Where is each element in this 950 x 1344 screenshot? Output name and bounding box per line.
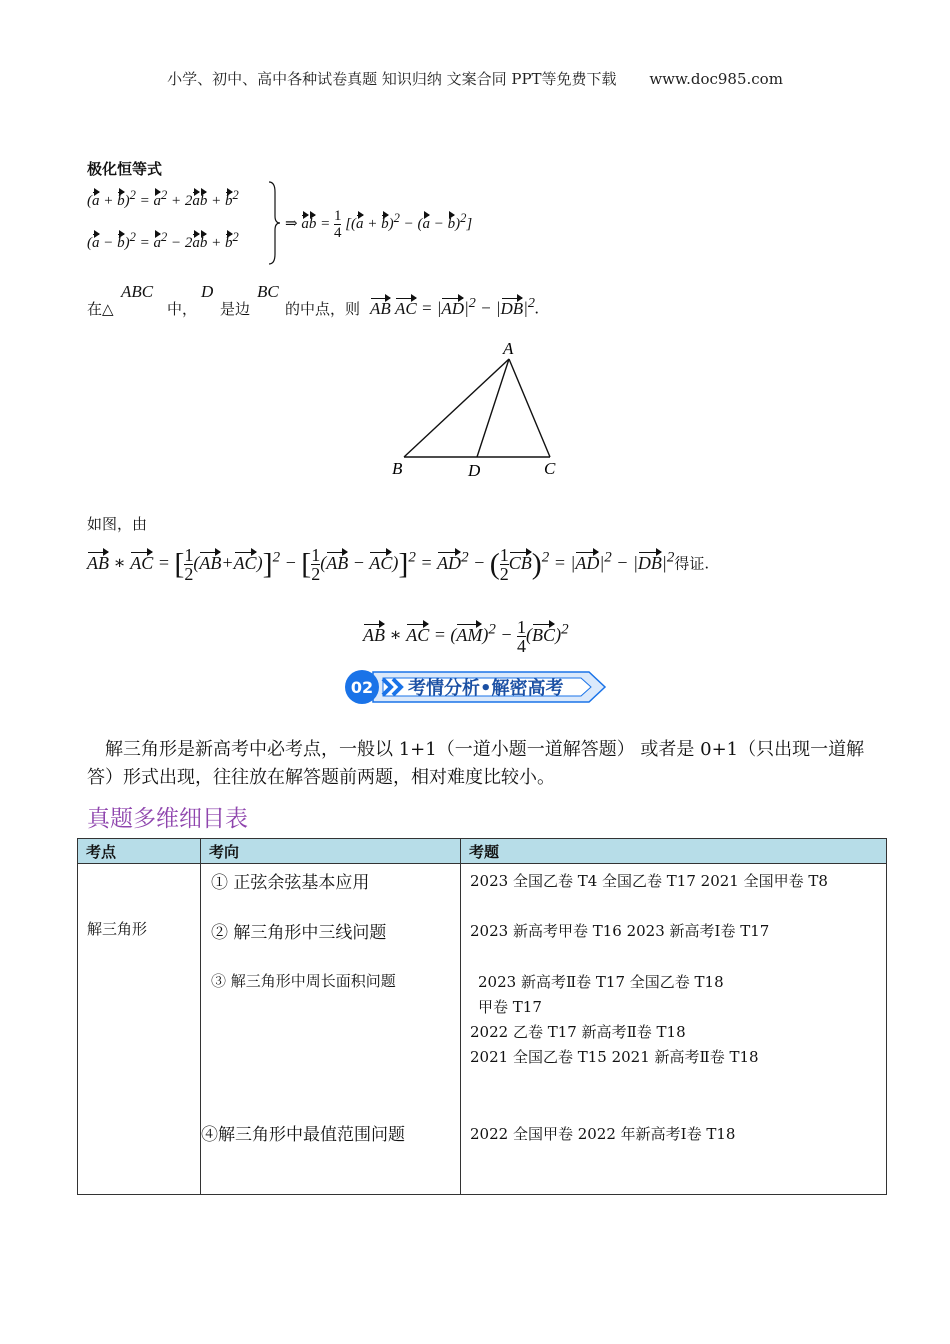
header-questions: 考题 xyxy=(461,839,887,864)
page-header xyxy=(0,68,950,89)
question-line-3: 2023 新高考Ⅱ卷 T17 全国乙卷 T18 xyxy=(478,973,724,991)
triangle-figure xyxy=(380,335,580,485)
polarization-title: 极化恒等式 xyxy=(87,160,163,178)
statement-line xyxy=(87,280,607,320)
header-topic: 考点 xyxy=(78,839,201,864)
question-line-4: 甲卷 T17 xyxy=(478,998,542,1016)
label-a: A xyxy=(503,339,514,358)
statement-point: D xyxy=(201,282,214,301)
statement-mid2: 是边 xyxy=(220,300,251,318)
proof-intro: 如图，由 xyxy=(87,515,148,533)
polarization-eq2: $(a - b)^2 = a^2 - 2ab + b^2$ xyxy=(87,230,239,251)
right-brace xyxy=(267,180,281,266)
direction-cell xyxy=(201,864,461,1195)
questions-cell xyxy=(461,864,887,1195)
header-left-text: 小学、初中、高中各种试卷真题 知识归纳 文案合同 PPT等免费下载 xyxy=(167,70,617,88)
header-url[interactable]: www.doc985.com xyxy=(649,70,783,88)
topic-text: 解三角形 xyxy=(87,920,148,938)
banner-graphic xyxy=(343,668,607,706)
polarization-result: ⇒ ab = 1 4 $[(a + b)^2 - (a - b)^2]$ xyxy=(285,208,473,241)
proof-suffix: 得证. xyxy=(674,554,710,573)
table-title: 真题多维细目表 xyxy=(87,806,248,832)
label-b: B xyxy=(392,459,403,478)
direction-3: ③ 解三角形中周长面积问题 xyxy=(211,972,396,990)
question-line-2: 2023 新高考甲卷 T16 2023 新高考Ⅰ卷 T17 xyxy=(470,922,770,940)
statement-side: BC xyxy=(257,282,279,301)
statement-prefix: 在△ xyxy=(87,300,114,318)
statement-triangle: ABC xyxy=(121,282,154,301)
side-ac xyxy=(509,359,550,457)
label-d: D xyxy=(468,461,481,480)
analysis-paragraph: 解三角形是新高考中必考点，一般以 1+1（一道小题一道解答题） 或者是 0+1（只出现一道解答）形式出现，往往放在解答题前两题，相对难度比较小。 xyxy=(87,739,865,788)
proof-formula: AB ∗ AC = [1 2 (AB+AC)]$^2$ − [1 2 $(AB - AC)]^2 = AD^2 - (1$ 2 $CB)^2 = |AD|^2 - |DB|^2$得证. xyxy=(87,545,710,584)
polarization-formula-block xyxy=(87,178,527,270)
question-line-5: 2022 乙卷 T17 新高考Ⅱ卷 T18 xyxy=(470,1023,686,1041)
section-banner xyxy=(343,668,607,710)
polarization-eq1: $(a + b)^2 = a^2 + 2ab + b^2$ xyxy=(87,188,239,209)
banner-number: 02 xyxy=(350,678,374,697)
banner-title: 考情分析•解密高考 xyxy=(408,678,564,699)
question-line-7: 2022 全国甲卷 2022 年新高考Ⅰ卷 T18 xyxy=(470,1125,736,1143)
topic-cell xyxy=(78,864,201,1195)
header-direction: 考向 xyxy=(201,839,461,864)
statement-mid3: 的中点，则 xyxy=(285,300,361,318)
direction-2: ② 解三角形中三线问题 xyxy=(211,923,387,943)
statement-formula: AB AC = $|AD|^2 - |DB|^2$. xyxy=(370,295,540,318)
detail-table xyxy=(77,838,887,1195)
direction-1: ① 正弦余弦基本应用 xyxy=(211,873,370,893)
label-c: C xyxy=(544,459,556,478)
question-line-1: 2023 全国乙卷 T4 全国乙卷 T17 2021 全国甲卷 T8 xyxy=(470,872,828,890)
statement-mid1: 中， xyxy=(167,300,198,318)
question-line-6: 2021 全国乙卷 T15 2021 新高考Ⅱ卷 T18 xyxy=(470,1048,759,1066)
proof-formula2: AB ∗ AC = (AM)$^2$ − 1 4 (BC)$^2$ xyxy=(363,617,569,656)
direction-4: ④解三角形中最值范围问题 xyxy=(201,1125,405,1145)
